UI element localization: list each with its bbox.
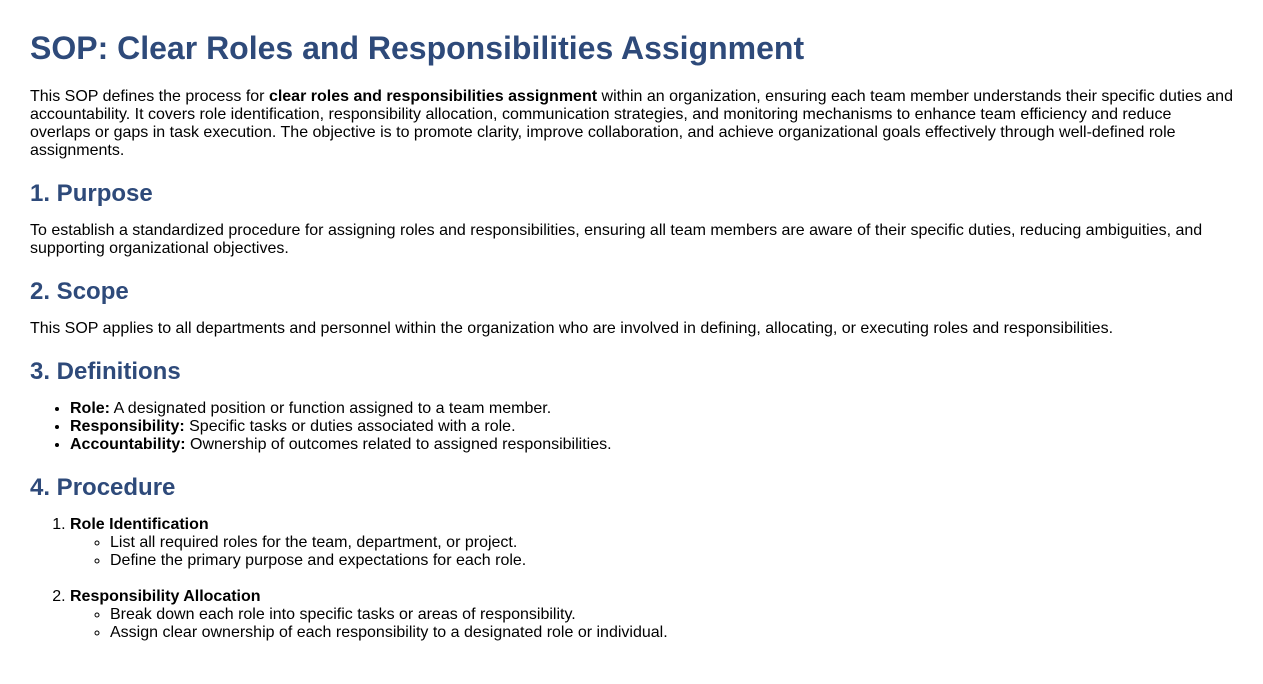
definition-term: Role: — [70, 400, 110, 417]
procedure-substep-list — [70, 534, 1233, 570]
procedure-step-title: Role Identification — [70, 516, 209, 533]
procedure-substep-list — [70, 606, 1233, 642]
definitions-list — [30, 400, 1233, 454]
definition-item-role — [70, 400, 1233, 418]
procedure-step-title: Responsibility Allocation — [70, 588, 261, 605]
procedure-substep: ◦ List all required roles for the team, department, or project. — [110, 534, 1233, 552]
procedure-step-responsibility-allocation — [70, 588, 1233, 642]
intro-text-start: This SOP defines the process for — [30, 88, 269, 105]
definition-text: Specific tasks or duties associated with a role. — [184, 418, 516, 435]
definition-item-accountability — [70, 436, 1233, 454]
scope-heading: 2. Scope — [30, 278, 129, 305]
procedure-step-role-identification — [70, 516, 1233, 570]
definition-term: Accountability: — [70, 436, 186, 453]
purpose-text: To establish a standardized procedure for assigning roles and responsibilities, ensuring all team members are aware of their specific duties, reducing ambiguities, and supporting organizational objectives. — [30, 222, 1203, 257]
procedure-list — [30, 516, 1233, 642]
definition-term: Responsibility: — [70, 418, 185, 435]
intro-paragraph — [30, 88, 1233, 160]
procedure-substep: ◦ Define the primary purpose and expectations for each role. — [110, 552, 1233, 570]
definition-text: Ownership of outcomes related to assigned responsibilities. — [185, 436, 612, 453]
procedure-heading: 4. Procedure — [30, 474, 176, 501]
definition-item-responsibility — [70, 418, 1233, 436]
procedure-substep: ◦ Assign clear ownership of each responsibility to a designated role or individual. — [110, 624, 1233, 642]
definition-text: A designated position or function assigned to a team member. — [110, 400, 552, 417]
intro-bold-text: clear roles and responsibilities assignment — [268, 88, 598, 105]
scope-text: This SOP applies to all departments and personnel within the organization who are involved in defining, allocating, or executing roles and responsibilities. — [30, 320, 1114, 337]
page-title: SOP: Clear Roles and Responsibilities Assignment — [30, 30, 805, 66]
procedure-substep: ◦ Break down each role into specific tasks or areas of responsibility. — [110, 606, 1233, 624]
purpose-heading: 1. Purpose — [30, 180, 153, 207]
definitions-heading: 3. Definitions — [30, 358, 181, 385]
intro-text-end: within an organization, ensuring each team member understands their specific duties and accountability. It covers role identification, responsibility allocation, communication strategies, and monitoring mechanisms to enhance team efficiency and reduce overlaps or gaps in task execution. The objective is to promote clarity, improve collaboration, and achieve organizational goals effectively through well-defined role assignments. — [30, 88, 1233, 159]
